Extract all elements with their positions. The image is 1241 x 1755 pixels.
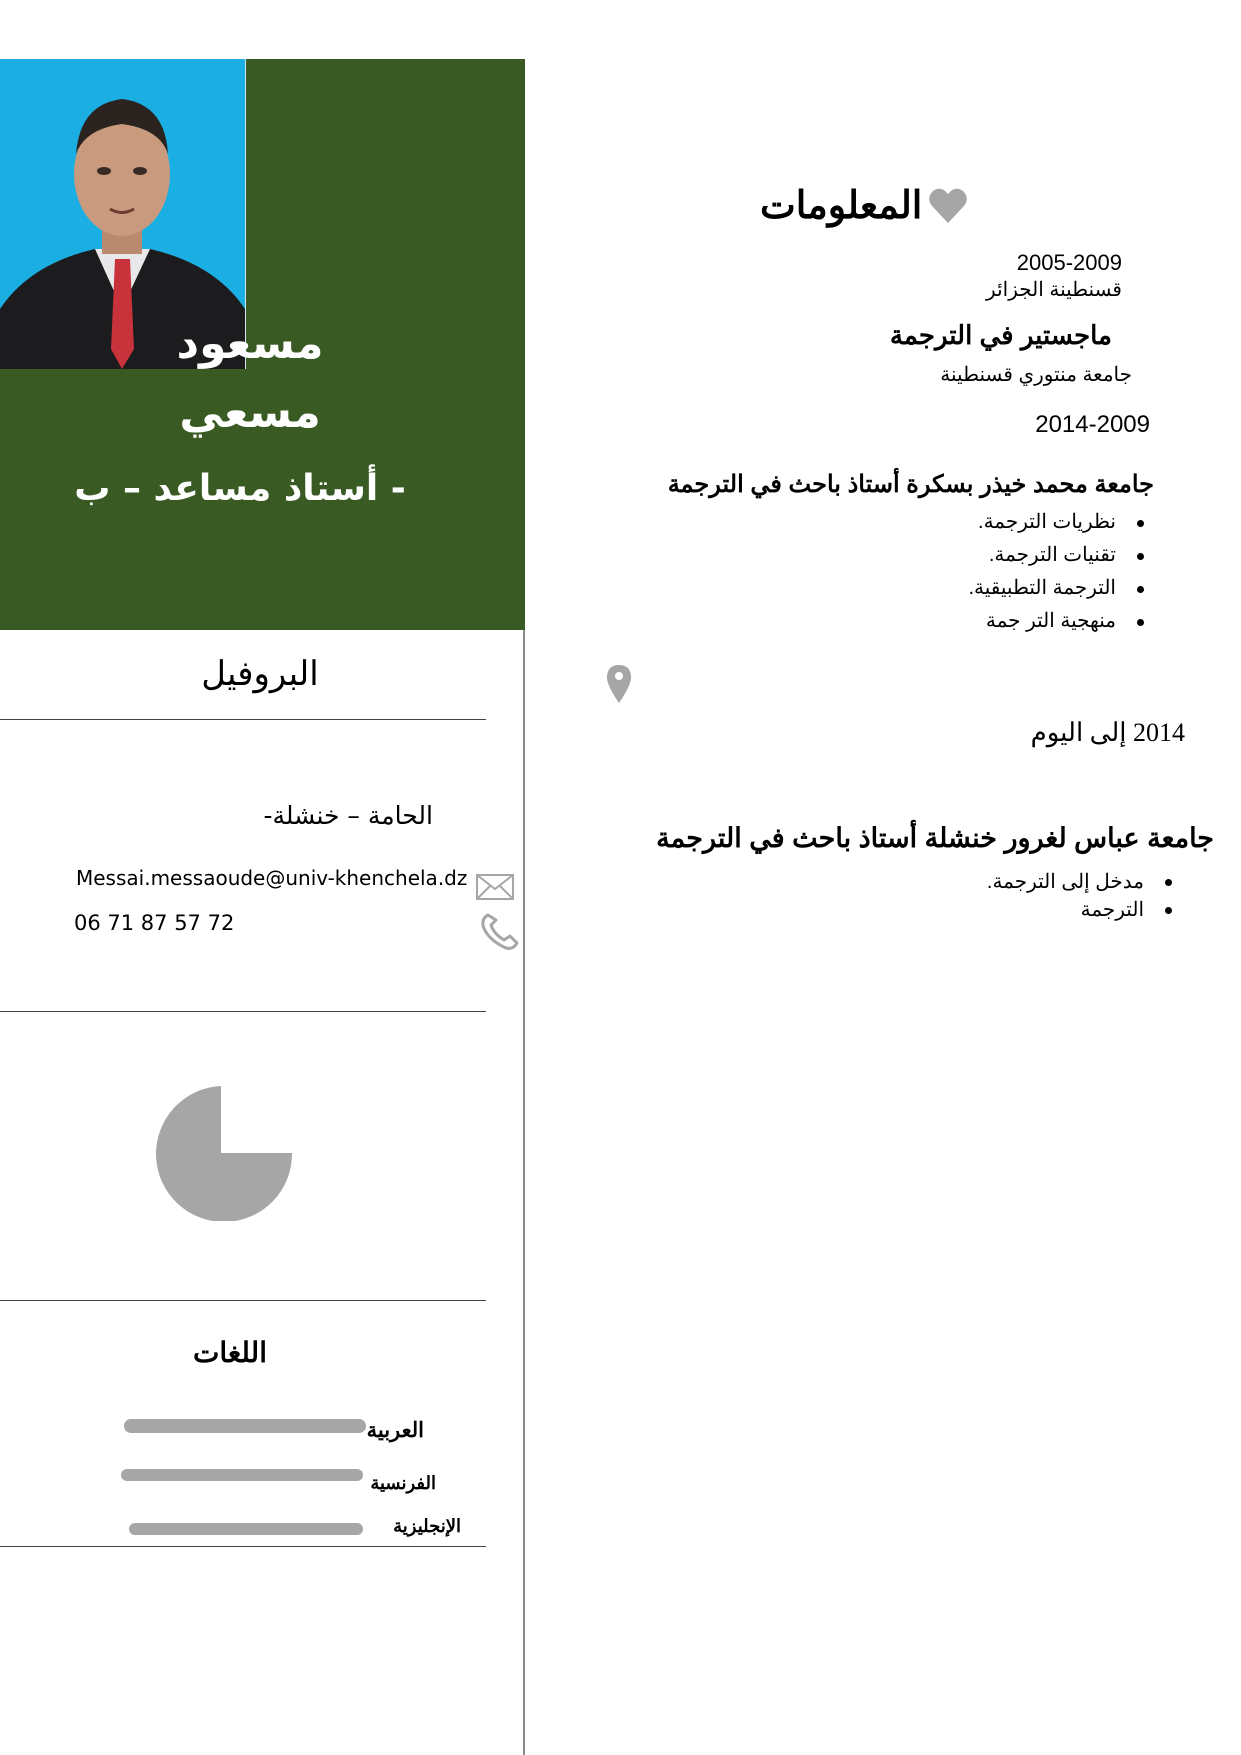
name-first: مسعود — [176, 318, 324, 369]
language-bar-english — [129, 1523, 363, 1535]
divider — [0, 1546, 486, 1547]
address-text: الحامة – خنشلة- — [263, 801, 433, 830]
job2-years: 2014 إلى اليوم — [1030, 718, 1185, 747]
email-text[interactable]: Messai.messaoude@univ-khenchela.dz — [76, 866, 468, 890]
divider — [0, 1300, 486, 1301]
bullet — [1137, 619, 1144, 626]
degree-university: جامعة منتوري قسنطينة — [940, 364, 1132, 386]
job1-title: جامعة محمد خيذر بسكرة أستاذ باحث في الترجمة — [667, 471, 1154, 498]
job1-years: 2014-2009 — [1035, 411, 1150, 438]
job2-subjects-list — [930, 868, 1144, 924]
list-item: مدخل إلى الترجمة. — [930, 868, 1144, 896]
language-bar-arabic — [124, 1419, 366, 1433]
language-label-french: الفرنسية — [370, 1473, 436, 1494]
divider — [0, 1011, 486, 1012]
bullet — [1165, 879, 1172, 886]
languages-heading: اللغات — [193, 1336, 267, 1369]
info-heading: المعلومات — [760, 182, 923, 227]
bullet — [1165, 907, 1172, 914]
job-title: أستاذ مساعد – ب - — [74, 468, 406, 509]
list-item: تقنيات الترجمة. — [900, 539, 1116, 572]
bullet — [1137, 553, 1144, 560]
divider — [0, 719, 486, 720]
list-item: الترجمة — [930, 896, 1144, 924]
phone-text[interactable]: 06 71 87 57 72 — [74, 911, 235, 935]
degree-title: ماجستير في الترجمة — [889, 320, 1112, 350]
list-item: منهجية التر جمة — [900, 605, 1116, 638]
job2-title: جامعة عباس لغرور خنشلة أستاذ باحث في الترجمة — [656, 823, 1214, 853]
language-bar-french — [121, 1469, 363, 1481]
location-icon — [606, 664, 632, 704]
list-item: نظريات الترجمة. — [900, 506, 1116, 539]
language-label-english: الإنجليزية — [393, 1516, 461, 1537]
profile-heading: البروفيل — [201, 654, 319, 694]
skills-pie-chart — [148, 1086, 293, 1221]
education-years: 2005-2009 — [1016, 250, 1122, 275]
heart-icon — [928, 186, 968, 226]
language-label-arabic: العربية — [366, 1417, 424, 1442]
bullet — [1137, 586, 1144, 593]
bullet — [1137, 520, 1144, 527]
list-item: الترجمة التطبيقية. — [900, 572, 1116, 605]
column-divider — [523, 630, 525, 1755]
name-last: مسعي — [179, 387, 321, 438]
job1-subjects-list — [900, 506, 1116, 638]
mail-icon — [476, 874, 514, 900]
phone-icon — [480, 912, 520, 950]
education-place: قسنطينة الجزائر — [986, 279, 1122, 301]
